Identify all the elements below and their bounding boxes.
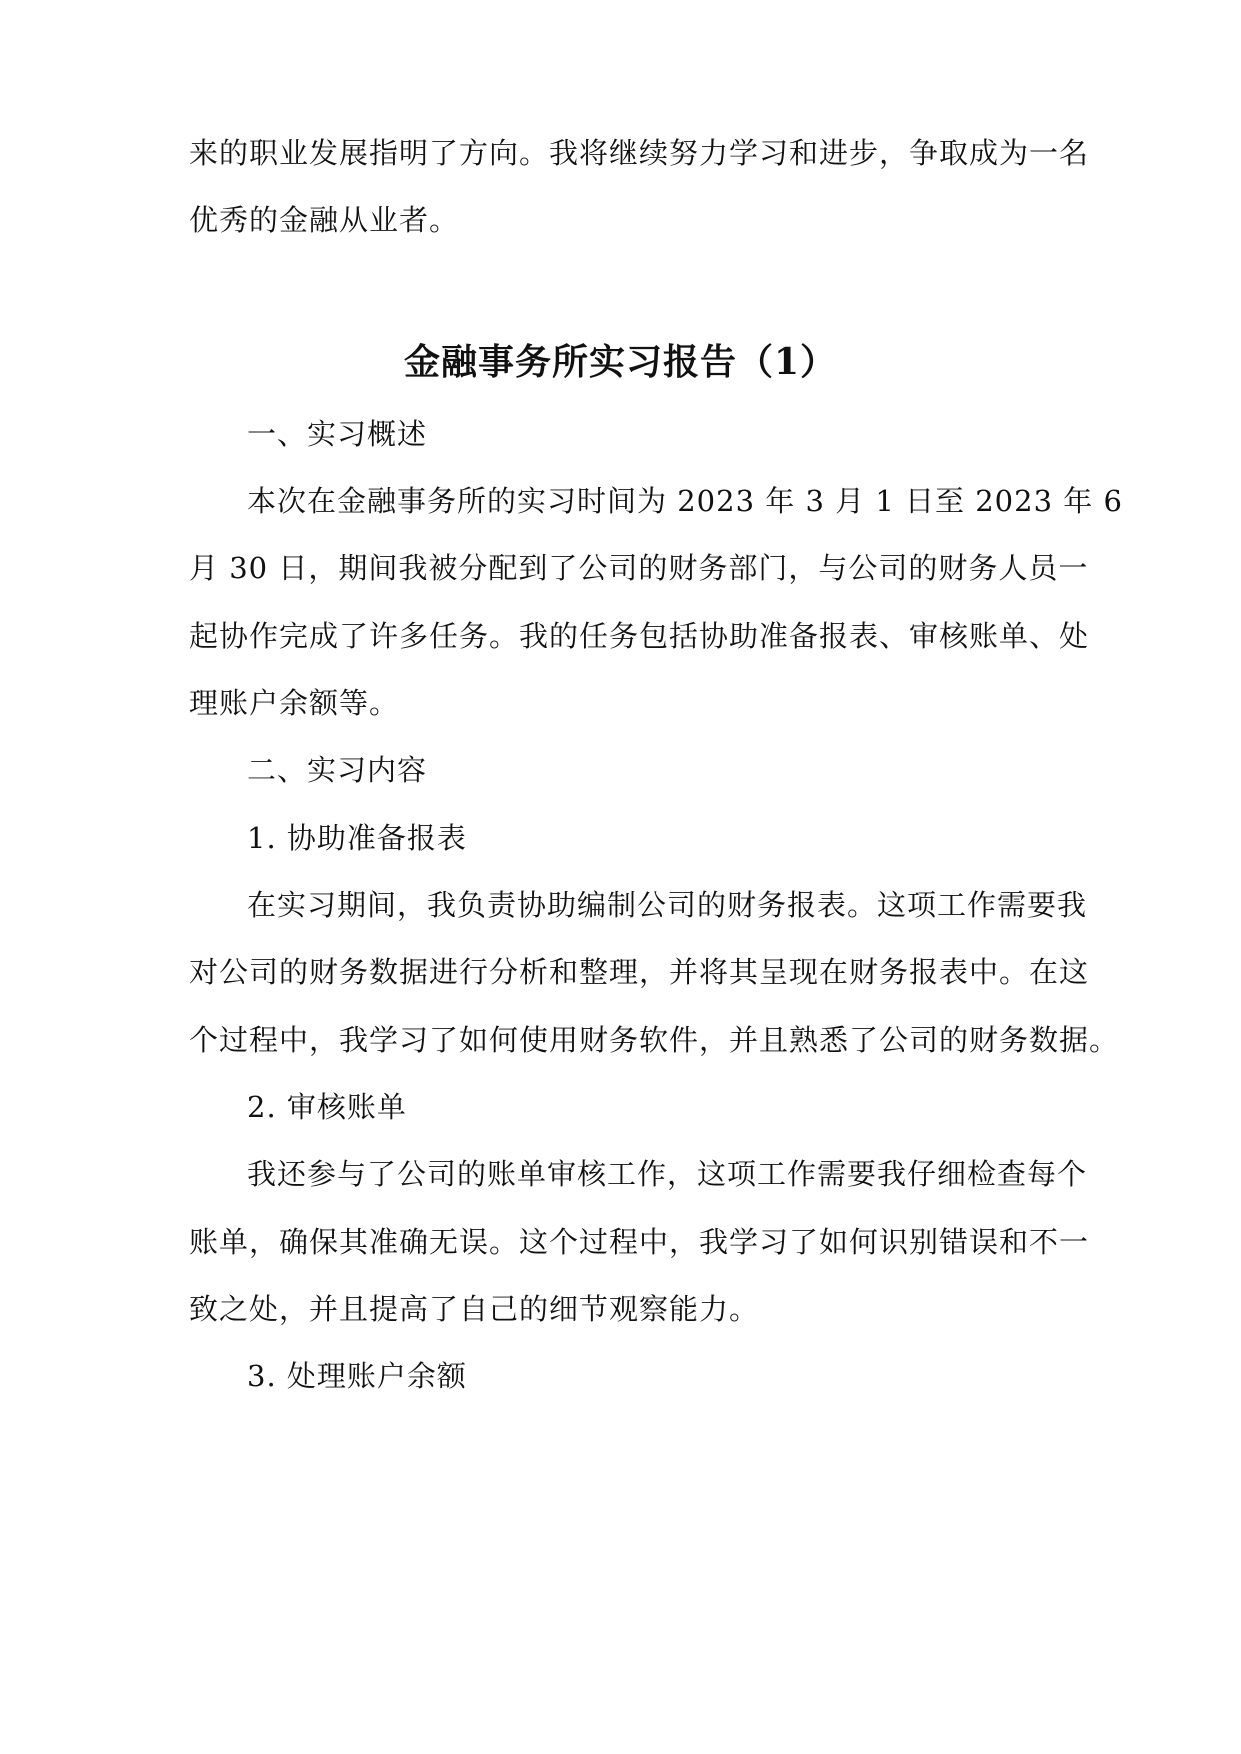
section-1-heading: 一、实习概述	[247, 417, 428, 451]
item-2-line-1: 我还参与了公司的账单审核工作，这项工作需要我仔细检查每个	[247, 1157, 1088, 1191]
item-2-line-2: 账单，确保其准确无误。这个过程中，我学习了如何识别错误和不一	[189, 1225, 1090, 1259]
page-title: 金融事务所实习报告（1）	[403, 341, 838, 383]
intro-line-1: 来的职业发展指明了方向。我将继续努力学习和进步，争取成为一名	[189, 136, 1090, 170]
section-1-paragraph-line-3: 起协作完成了许多任务。我的任务包括协助准备报表、审核账单、处	[189, 619, 1090, 653]
item-3-heading: 3. 处理账户余额	[247, 1359, 467, 1393]
section-2-heading: 二、实习内容	[247, 753, 428, 787]
item-1-line-2: 对公司的财务数据进行分析和整理，并将其呈现在财务报表中。在这	[189, 955, 1090, 989]
item-1-heading: 1. 协助准备报表	[247, 821, 467, 855]
section-1-paragraph-line-4: 理账户余额等。	[189, 686, 400, 720]
item-1-line-1: 在实习期间，我负责协助编制公司的财务报表。这项工作需要我	[247, 888, 1088, 922]
item-2-heading: 2. 审核账单	[247, 1090, 407, 1124]
section-1-paragraph-line-1: 本次在金融事务所的实习时间为 2023 年 3 月 1 日至 2023 年 6	[247, 484, 1123, 518]
intro-line-2: 优秀的金融从业者。	[189, 203, 460, 237]
section-1-paragraph-line-2: 月 30 日，期间我被分配到了公司的财务部门，与公司的财务人员一	[189, 551, 1089, 585]
item-2-line-3: 致之处，并且提高了自己的细节观察能力。	[189, 1292, 760, 1326]
item-1-line-3: 个过程中，我学习了如何使用财务软件，并且熟悉了公司的财务数据。	[189, 1023, 1120, 1057]
